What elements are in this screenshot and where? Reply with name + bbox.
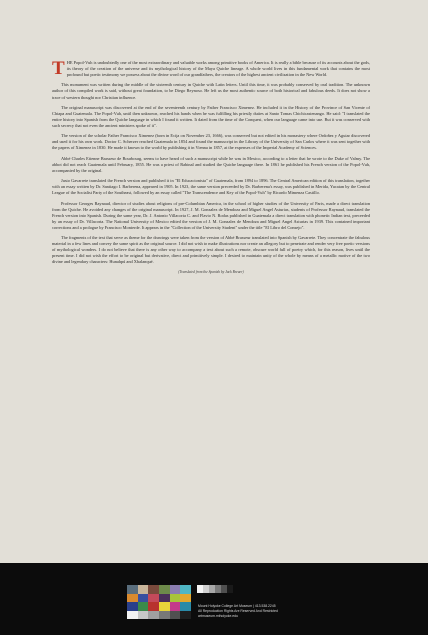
color-patch [170,594,181,603]
gray-scale-bar [197,585,233,593]
color-patch [170,602,181,611]
color-patch [170,611,181,620]
color-patch [148,602,159,611]
color-patch [180,602,191,611]
translator-credit: (Translated from the Spanish by Jack Breuer) [178,269,244,274]
color-patch [159,585,170,594]
color-patch [148,611,159,620]
color-patch [138,585,149,594]
paragraph-text: HE Popol-Vuh is undoubtedly one of the most extraordinary and valuable works among primitive books of America. It is really a bible because of its accounts about the gods, its theory of the creation of the universe and its mythological history of the Maya Quiche lineage. A whole world lives in this fundamental work that contains the most profound but poetic testimony we possess about the divine word of our grandfathers, the creators of the highest ancient civilization in the New World. [66,60,370,78]
color-patch [148,585,159,594]
color-patch [138,594,149,603]
paragraph-2: This monument was written during the middle of the sixteenth century in Quiche with Latin letters. Until this time, it was probably conserved by oral tradition. The unknown author of this compiled work is said, without great foundation, to be Diego Reynoso. He left us the most authentic source of both historical and fabulous deeds. It does not show a trace of western thought nor Christian influence. [52,82,370,100]
archive-strip [0,563,428,635]
gray-patch [227,585,233,593]
paragraph-4: The version of the scholar Father Francisco Ximenez (born in Ecija on November 23, 1666), was conserved but not edited in his monastery where Ordoñez y Aguiar discovered and used it for his own work. Doctor C. Scherzer reached Guatemala in 1854 and found the manuscript in the Library of the University of San Carlos where it was sent together with the papers of Ximenez in 1830. He made it known to the world by publishing it in Vienna in 1857, at the expenses of the Imperial Academy of Sciences. [52,133,370,151]
paragraph-7: Professor Georges Raynaud, director of studies about religions of pre-Columbian America, in the school of higher studies of the University of Paris, made a direct translation from the Quiche. He avoided any changes of the original manuscript. In 1927, J. M. Gonzalez de Mendoza and Miguel Angel Asturias, students of Professor Raynaud, translated the French version into Spanish. During the same year, Dr. J. Antonio Villacorta C. and Flavio N. Rodas published in Guatemala a direct translation with phonetic Indian text, preceeded by an essay of Dr. Villacorta. The National University of Mexico edited the version of J. M. Gonzalez de Mendoza and Miguel Angel Asturias in 1939. This contained important corrections and a prologue by Francisco Monterde. It appears in the "Collection of the University Student" under the title "El Libro del Consejo". [52,200,370,230]
color-patch [127,602,138,611]
color-patch [159,602,170,611]
paragraph-3: The original manuscript was discovered at the end of the seventeenth century by Father Francisco Ximenez. He included it in the History of the Province of San Vicente of Chiapa and Guatemala. The Popol-Vuh, until then unknown, reached his hands when he was fulfilling his priestly duties at Santo Tomas Chichicastenango. He said: "I translated the entire history into Spanish from the Quiche language in which I found it written. It dated from the time of the Conquest, when our language came into use. But it was conserved with such secrecy that not even the ancient ministers spoke of it". [52,104,370,129]
color-patch [127,594,138,603]
color-patch [180,611,191,620]
archive-credit-line: Mount Holyoke College Art Museum | 413.538.2245 [198,604,276,608]
color-patch [180,585,191,594]
color-patch [180,594,191,603]
color-target-chart [127,585,191,619]
color-patch [159,594,170,603]
archive-rights-line: All Reproduction Rights Are Reserved And Restricted [198,609,278,613]
color-patch [148,594,159,603]
paragraph-6: Justo Gavarrete translated the French version and published it in "El Educacionista" of Guatemala, from 1894 to 1896. The Central American edition of this translation, together with an essay written by Dr. Santiago I. Barberena, appeared in 1905. In 1923, the same version preceeded by Dr. Barberena's essay, was published in Merida, Yucatan by the Central League of the Socialist Party of the Southeast, followed by an essay called "The Transcendence and Key of the Popol-Vuh" by Ricardo Mimenza Castillo. [52,178,370,196]
color-patch [159,611,170,620]
color-patch [138,611,149,620]
color-patch [127,585,138,594]
color-patch [170,585,181,594]
color-patch [127,611,138,620]
drop-cap: T [52,58,65,79]
paragraph-5: Abbé Charles Etienne Brasseur de Bourbourg, seems to have heard of such a manuscript while he was in Mexico, according to a letter that he wrote to the Duke of Valmy. The abbot did not reach Guatemala until February, 1855. He was a priest of Rabinal and studied the Quiche language there. In 1861 he published his French version of the Popol-Vuh, accompanied by the original. [52,155,370,173]
paragraph-1 [52,60,370,78]
archive-url-line: artmuseum.mtholyoke.edu [198,614,238,618]
color-patch [138,602,149,611]
text-body [52,60,370,275]
paragraph-8: The fragments of the text that serve as theme for the drawings were taken from the version of Abbé Brasseur translated into Spanish by Gavarrete. They concentrate the fabulous material in a few lines and convey the same spirit as the original source. I did not wish to make illustrations nor create an allegory but to penetrate and render very free poetic versions of mythological wonders. I do not believe that there is any other way to accompany a text about such a remote, obscure world full of poetry which, for this reason, lives until the present time. I did not wish the effort to be original but derivative, direct and primitively simple. I desired to maintain unity of the whole by means of a metallic motive of the two divine and legendary characters: Hunahpú and Xbalanqué. [52,235,370,265]
